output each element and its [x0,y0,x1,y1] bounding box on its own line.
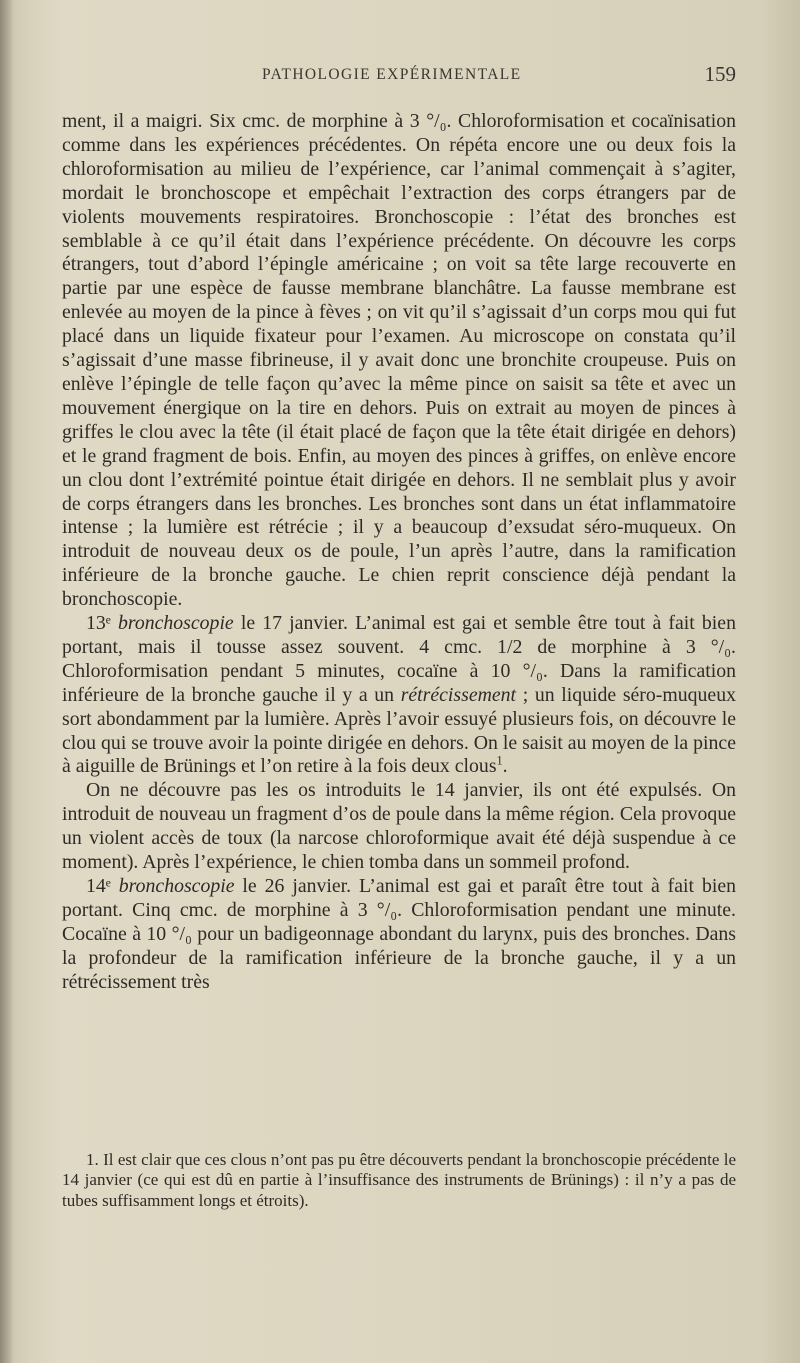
running-head: PATHOLOGIE EXPÉRIMENTALE [262,66,522,83]
paragraph-13th-bronchoscopy [62,612,736,779]
footnote [62,1150,736,1211]
paragraph-text-tail: ; un liquide séro-muqueux sort abondamment par la lumière. Après l’avoir essuyé plusieurs fois, on découvre le clou qui se trouve avoir la pointe dirigée en dehors. On le saisit au moyen de la pince à aiguille de Brünings et l’on retire à la fois deux clous [62,683,736,778]
footnotes [62,1150,736,1211]
footnote-number: 1 [86,1150,95,1169]
page-header [60,62,736,92]
paragraph-continuation [62,110,736,612]
sentence-period: . [502,755,508,778]
paragraph-lead: 13ᵉ [86,612,118,635]
paragraph-lead: 14ᵉ [86,875,119,897]
paragraph-lead-italic: bronchoscopie [117,612,234,635]
paragraph-text: On ne découvre pas les os introduits le 14 janvier, ils ont été expulsés. On introduit de nouveau un fragment d’os de poule dans la même région. Cela provoque un violent accès de toux (la narcose chloroformique avait été déjà suspendue à ce moment). Après l’expérience, le chien tomba dans un sommeil profond. [62,779,736,874]
paragraph-bones-expelled [62,779,736,875]
paragraph-text: le 26 janvier. L’animal est gai et paraît être tout à fait bien portant. Cinq cmc. de morphine à 3 °/₀. Chloroformisation pendant une minute. Cocaïne à 10 °/₀ pour un badigeonnage abondant du larynx, puis des bronches. Dans la profondeur de la ramification inférieure de la bronche gauche, il y a un rétrécissement très [62,875,736,993]
footnote-reference: 1 [496,753,503,768]
footnote-separator: . [94,1150,104,1169]
paragraph-italic-term: rétrécissement [400,683,517,706]
paragraph-14th-bronchoscopy [62,875,736,995]
paragraph-text: le 17 janvier. L’animal est gai et semble être tout à fait bien portant, mais il tousse assez souvent. 4 cmc. 1/2 de morphine à 3 °/₀. Chloroformisation pendant 5 minutes, cocaïne à 10 °/₀. Dans la ramification inférieure de la bronche gauche il y a un [62,612,736,706]
main-text [62,110,736,995]
paragraph-text: ment, il a maigri. Six cmc. de morphine à 3 °/₀. Chloroformisation et cocaïnisation comme dans les expériences précédentes. On répéta encore une ou deux fois la chloroformisation au milieu de l’expérience, car l’animal commençait à s’agiter, mordait le bronchoscope et empêchait l’extraction des corps étrangers par de violents mouvements respiratoires. Bronchoscopie : l’état des bronches est semblable à ce qu’il était dans l’expérience précédente. On découvre les corps étrangers, tout d’abord l’épingle américaine ; on voit sa tête large recouverte en partie par une espèce de fausse membrane blanchâtre. La fausse membrane est enlevée au moyen de la pince à fèves ; on vit qu’il s’agissait d’un corps mou qui fut placé dans un liquide fixateur pour l’examen. Au microscope on constata qu’il s’agissait d’une masse fibrineuse, il y avait donc une bronchite croupeuse. Puis on enlève l’épingle de telle façon qu’avec la même pince on saisit sa tête et avec un mouvement énergique on la tire en dehors. Puis on extrait au moyen de pinces à griffes le clou avec la tête (il était placé de façon que la tête était dirigée en dehors) et le grand fragment de bois. Enfin, au moyen des pinces à griffes, on enlève encore un clou dont l’extrémité pointue était dirigée en dehors. Il ne semblait plus y avoir de corps étrangers dans les bronches. Les bronches sont dans un état inflammatoire intense ; la lumière est rétrécie ; il y a beaucoup d’exsudat séro-muqueux. On introduit de nouveau deux os de poule, l’un après l’autre, dans la ramification inférieure de la bronche gauche. Le chien reprit conscience déjà pendant la bronchoscopie. [62,110,736,611]
page-binding-edge [0,0,14,1363]
paragraph-lead-italic: bronchoscopie [118,875,235,897]
footnote-text: Il est clair que ces clous n’ont pas pu être découverts pendant la bronchoscopie précédente le 14 janvier (ce qui est dû en partie à l’insuffisance des instruments de Brünings) : il n’y a pas de tubes suffisamment longs et étroits). [62,1150,737,1210]
page-number: 159 [704,62,736,86]
